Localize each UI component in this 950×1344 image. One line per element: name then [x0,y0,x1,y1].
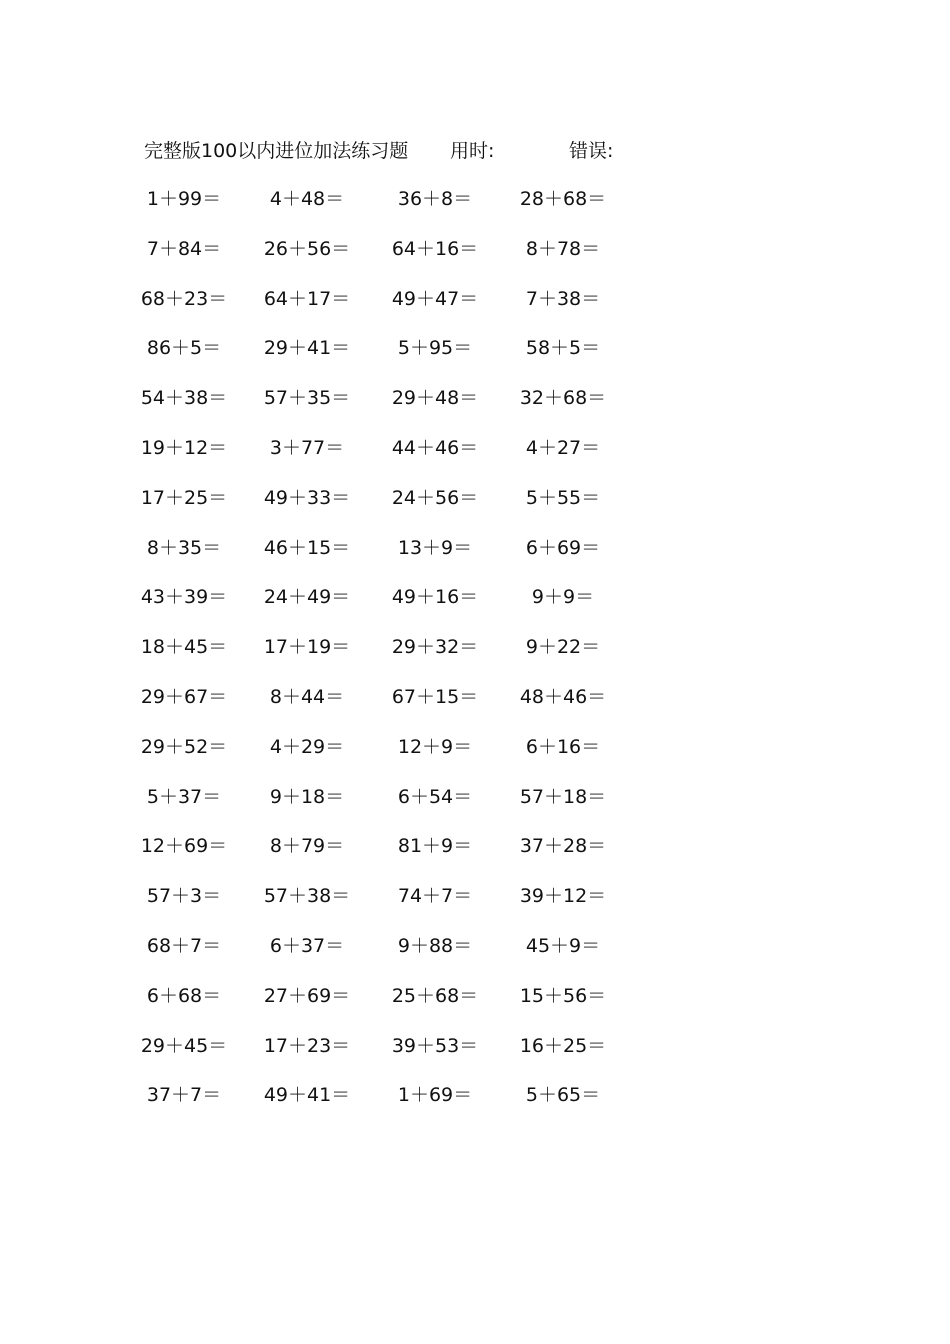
problem-r5-c3: 29＋48＝ [391,387,479,410]
problem-r11-c3: 67＋15＝ [391,686,479,708]
problem-r4-c1: 86＋5＝ [146,337,222,360]
problem-r11-c1: 29＋67＝ [140,686,228,708]
problem-r3-c4: 7＋38＝ [525,287,601,310]
worksheet-title: 完整版100以内进位加法练习题 [144,140,409,162]
problem-r8-c2: 46＋15＝ [263,536,351,559]
problem-r10-c2: 17＋19＝ [263,636,351,659]
problem-r12-c3: 12＋9＝ [397,735,473,758]
problem-r9-c3: 49＋16＝ [391,586,479,609]
problem-r12-c2: 4＋29＝ [269,735,345,758]
problem-r2-c1: 7＋84＝ [146,237,222,260]
problem-r9-c4: 9＋9＝ [531,586,595,609]
problem-r10-c3: 29＋32＝ [391,636,479,659]
problem-r11-c2: 8＋44＝ [269,686,345,708]
problem-r1-c3: 36＋8＝ [397,188,473,210]
problem-r2-c4: 8＋78＝ [525,237,601,260]
problem-r15-c3: 74＋7＝ [397,885,473,908]
problem-r14-c1: 12＋69＝ [140,835,228,858]
problem-r13-c4: 57＋18＝ [519,785,607,808]
problem-r6-c1: 19＋12＝ [140,437,228,459]
problem-r7-c4: 5＋55＝ [525,486,601,509]
problem-r1-c1: 1＋99＝ [146,188,222,210]
problem-r18-c1: 29＋45＝ [140,1034,228,1057]
problem-r17-c4: 15＋56＝ [519,984,607,1007]
problem-r9-c2: 24＋49＝ [263,586,351,609]
problem-r19-c2: 49＋41＝ [263,1084,351,1107]
problem-r10-c1: 18＋45＝ [140,636,228,659]
problem-r18-c3: 39＋53＝ [391,1034,479,1057]
problem-r10-c4: 9＋22＝ [525,636,601,659]
problem-r5-c2: 57＋35＝ [263,387,351,410]
problem-r7-c1: 17＋25＝ [140,486,228,509]
problem-r13-c3: 6＋54＝ [397,785,473,808]
problem-r19-c1: 37＋7＝ [146,1084,222,1107]
problem-r16-c1: 68＋7＝ [146,935,222,957]
problem-r6-c3: 44＋46＝ [391,437,479,459]
problem-r11-c4: 48＋46＝ [519,686,607,708]
problem-r17-c1: 6＋68＝ [146,984,222,1007]
problem-r12-c1: 29＋52＝ [140,735,228,758]
problem-r8-c4: 6＋69＝ [525,536,601,559]
problem-r14-c3: 81＋9＝ [397,835,473,858]
problem-r13-c1: 5＋37＝ [146,785,222,808]
problem-r16-c4: 45＋9＝ [525,935,601,957]
problem-r4-c4: 58＋5＝ [525,337,601,360]
problem-r19-c3: 1＋69＝ [397,1084,473,1107]
problem-r6-c4: 4＋27＝ [525,437,601,459]
problem-r14-c2: 8＋79＝ [269,835,345,858]
problem-r14-c4: 37＋28＝ [519,835,607,858]
problem-r16-c3: 9＋88＝ [397,935,473,957]
problem-r17-c2: 27＋69＝ [263,984,351,1007]
problem-r3-c2: 64＋17＝ [263,287,351,310]
problem-r16-c2: 6＋37＝ [269,935,345,957]
problem-r18-c2: 17＋23＝ [263,1034,351,1057]
problem-r15-c1: 57＋3＝ [146,885,222,908]
problem-r3-c1: 68＋23＝ [140,287,228,310]
problem-r3-c3: 49＋47＝ [391,287,479,310]
problem-r9-c1: 43＋39＝ [140,586,228,609]
problem-r8-c1: 8＋35＝ [146,536,222,559]
problem-r2-c2: 26＋56＝ [263,237,351,260]
problem-r7-c2: 49＋33＝ [263,486,351,509]
problem-r13-c2: 9＋18＝ [269,785,345,808]
problem-r15-c4: 39＋12＝ [519,885,607,908]
problem-r18-c4: 16＋25＝ [519,1034,607,1057]
problem-r6-c2: 3＋77＝ [269,437,345,459]
problem-r4-c3: 5＋95＝ [397,337,473,360]
problem-r19-c4: 5＋65＝ [525,1084,601,1107]
errors-label: 错误: [569,140,614,162]
problem-r17-c3: 25＋68＝ [391,984,479,1007]
problem-r8-c3: 13＋9＝ [397,536,473,559]
problem-r1-c2: 4＋48＝ [269,188,345,210]
problem-r1-c4: 28＋68＝ [519,188,607,210]
problem-r7-c3: 24＋56＝ [391,486,479,509]
problem-r2-c3: 64＋16＝ [391,237,479,260]
problem-r15-c2: 57＋38＝ [263,885,351,908]
problem-r12-c4: 6＋16＝ [525,735,601,758]
problem-r4-c2: 29＋41＝ [263,337,351,360]
time-used-label: 用时: [450,140,495,162]
problem-r5-c4: 32＋68＝ [519,387,607,410]
problem-r5-c1: 54＋38＝ [140,387,228,410]
